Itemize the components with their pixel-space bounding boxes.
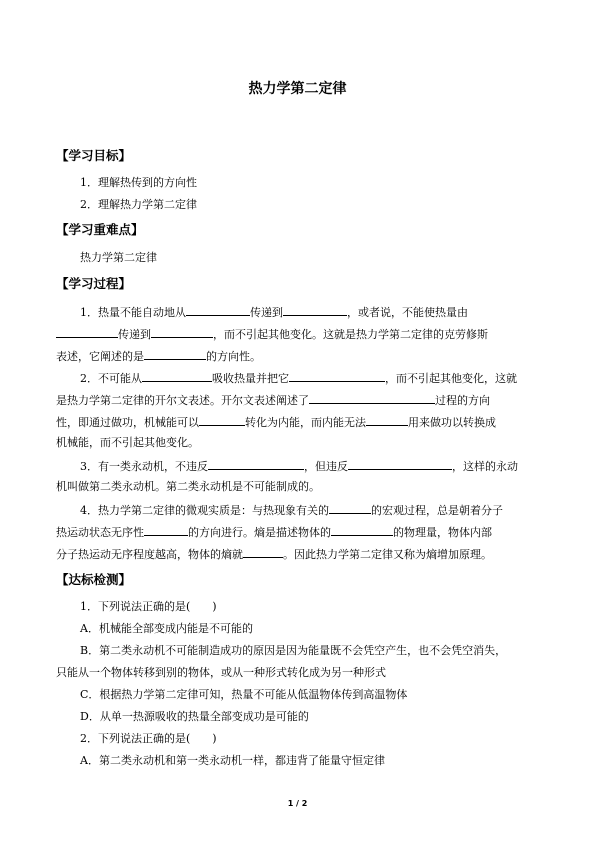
question-1-option-a[interactable]: A．机械能全部变成内能是不可能的 xyxy=(80,622,253,635)
process-p2-line2: 是热力学第二定律的开尔文表述。开尔文表述阐述了 过程的方向 xyxy=(56,394,490,407)
section-heading-goals: 【学习目标】 xyxy=(56,148,132,163)
fill-blank[interactable] xyxy=(208,458,304,470)
fill-blank[interactable] xyxy=(289,370,385,382)
process-p4-line2: 热运动状态无序性 的方向进行。熵是描述物体的 的物理量，物体内部 xyxy=(56,526,492,539)
goal-item-2: 2．理解热力学第二定律 xyxy=(80,198,197,211)
page-title: 热力学第二定律 xyxy=(248,81,347,97)
section-heading-process: 【学习过程】 xyxy=(56,276,132,291)
question-1-option-d[interactable]: D．从单一热源吸收的热量全部变成功是可能的 xyxy=(80,710,309,723)
page-number: 1 / 2 xyxy=(287,799,308,808)
process-p2-line1: 2．不可能从 吸收热量并把它 ，而不引起其他变化，这就 xyxy=(80,372,517,385)
fill-blank[interactable] xyxy=(329,502,371,514)
process-p3-line1: 3．有一类永动机，不违反 ，但违反 ，这样的永动 xyxy=(80,460,518,473)
fill-blank[interactable] xyxy=(151,326,213,338)
process-p1-line1: 1．热量不能自动地从 传递到 ，或者说，不能使热量由 xyxy=(80,306,468,319)
section-heading-test: 【达标检测】 xyxy=(56,572,132,587)
process-p4-line3: 分子热运动无序程度越高，物体的熵就 。因此热力学第二定律又称为熵增加原理。 xyxy=(56,548,492,561)
key-point-text: 热力学第二定律 xyxy=(80,251,157,264)
question-1: 1．下列说法正确的是( ) xyxy=(80,600,217,613)
process-p2-line3: 性，即通过做功，机械能可以 转化为内能，而内能无法 用来做功以转换成 xyxy=(56,416,496,429)
fill-blank[interactable] xyxy=(283,304,347,316)
fill-blank[interactable] xyxy=(144,348,206,360)
fill-blank[interactable] xyxy=(309,392,435,404)
fill-blank[interactable] xyxy=(243,546,283,558)
process-p1-line3: 表述，它阐述的是 的方向性。 xyxy=(56,350,261,363)
goal-item-1: 1．理解热传到的方向性 xyxy=(80,176,197,189)
process-p2-line4: 机械能，而不引起其他变化。 xyxy=(56,436,199,449)
process-p4-line1: 4．热力学第二定律的微观实质是：与热现象有关的 的宏观过程，总是朝着分子 xyxy=(80,504,503,517)
process-p1-line2: 传递到 ，而不引起其他变化。这就是热力学第二定律的克劳修斯 xyxy=(56,326,488,342)
fill-blank[interactable] xyxy=(56,326,118,338)
fill-blank[interactable] xyxy=(144,524,188,536)
question-1-option-b-cont: 只能从一个物体转移到别的物体，或从一种形式转化成为另一种形式 xyxy=(56,666,386,679)
section-heading-key-points: 【学习重难点】 xyxy=(56,222,144,237)
question-1-option-c[interactable]: C．根据热力学第二定律可知，热量不可能从低温物体传到高温物体 xyxy=(80,688,408,701)
fill-blank[interactable] xyxy=(142,370,212,382)
fill-blank[interactable] xyxy=(366,414,408,426)
question-2-option-a[interactable]: A．第二类永动机和第一类永动机一样，都违背了能量守恒定律 xyxy=(80,754,385,767)
fill-blank[interactable] xyxy=(199,414,245,426)
fill-blank[interactable] xyxy=(348,458,452,470)
fill-blank[interactable] xyxy=(186,304,250,316)
fill-blank[interactable] xyxy=(331,524,393,536)
process-p3-line2: 机叫做第二类永动机。第二类永动机是不可能制成的。 xyxy=(56,480,320,493)
question-2: 2．下列说法正确的是( ) xyxy=(80,732,217,745)
question-1-option-b[interactable]: B．第二类永动机不可能制造成功的原因是因为能量既不会凭空产生，也不会凭空消失， xyxy=(80,644,507,657)
